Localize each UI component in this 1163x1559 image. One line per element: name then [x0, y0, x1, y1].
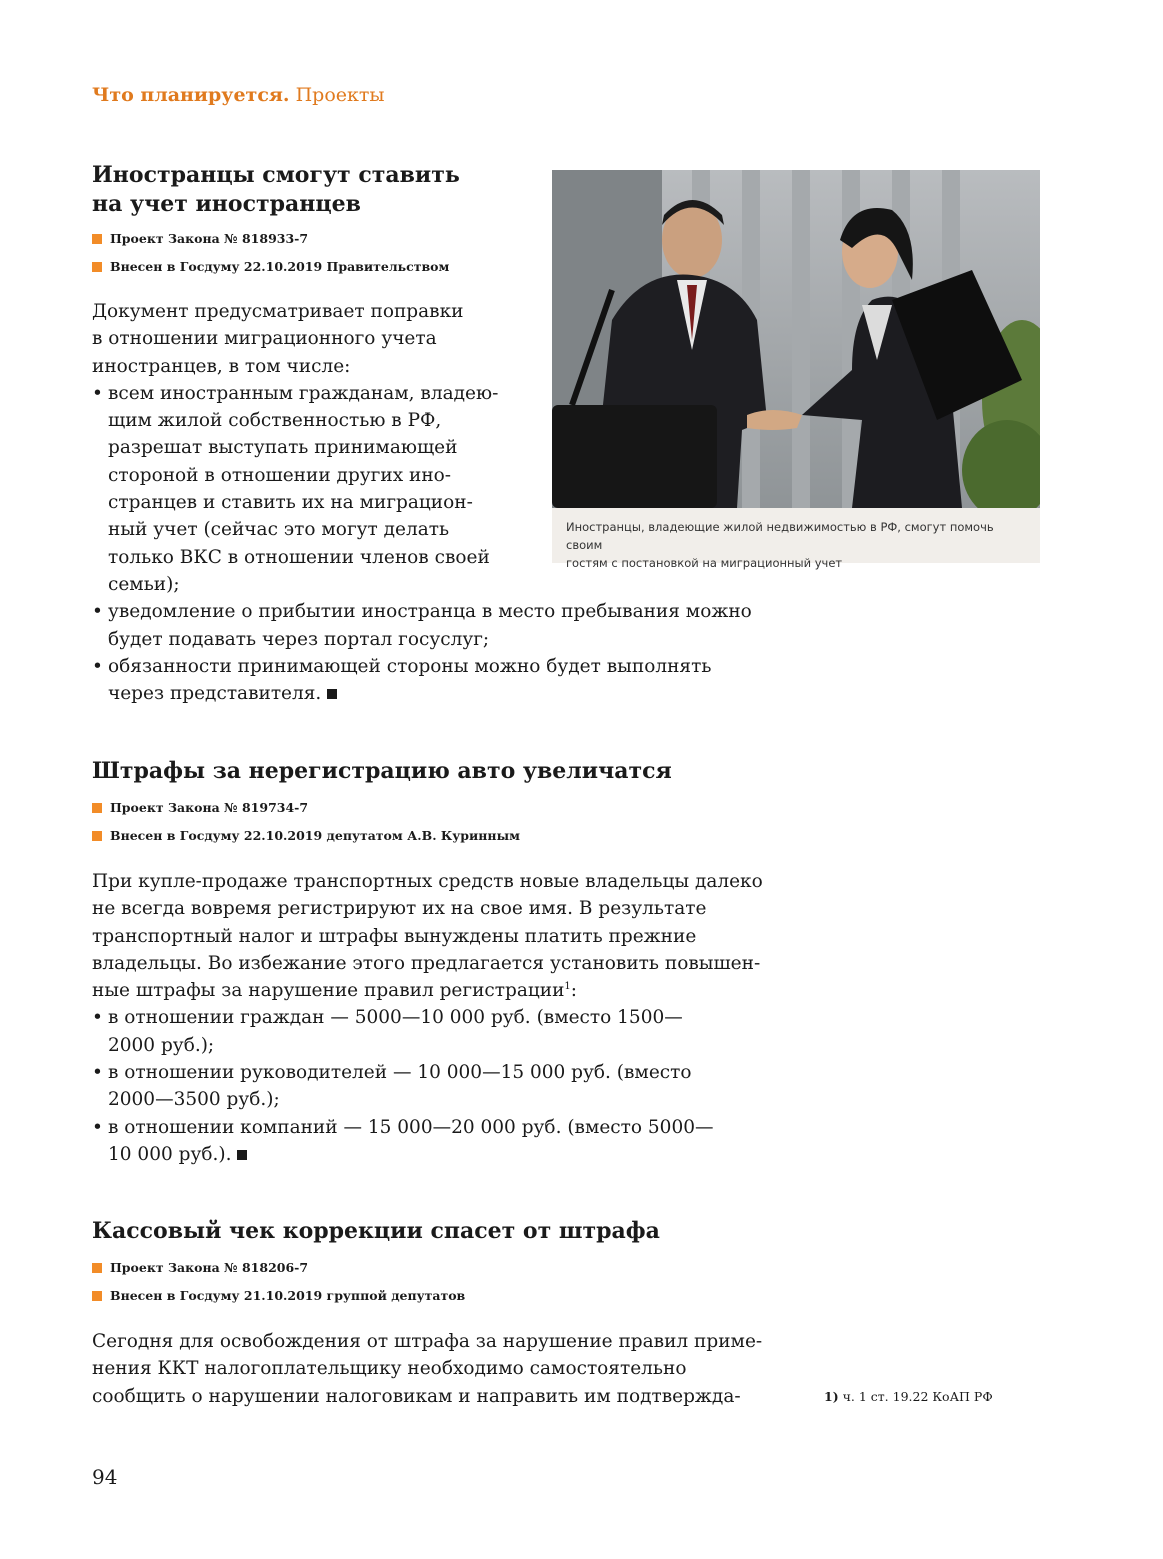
text-line: Сегодня для освобождения от штрафа за нарушение правил приме-: [92, 1331, 763, 1352]
article2-title: Штрафы за нерегистрацию авто увеличатся: [92, 758, 672, 784]
text-line: разрешат выступать принимающей: [108, 437, 458, 459]
text-line: в отношении руководителей — 10 000—15 000 руб. (вместо: [108, 1062, 692, 1084]
text-line: владельцы. Во избежание этого предлагается установить повышен-: [92, 952, 761, 974]
footnote-reference: 1: [564, 981, 571, 993]
article2-submitted: Внесен в Госдуму 22.10.2019 депутатом А.В. Куринным: [110, 828, 520, 843]
article2-body: [92, 868, 792, 1168]
text-line: нения ККТ налогоплательщику необходимо самостоятельно: [92, 1358, 687, 1380]
article1-bill-number: Проект Закона № 818933-7: [110, 231, 309, 246]
section-header-bold: Что планируется.: [92, 84, 290, 106]
handshake-photo-image: [552, 170, 1040, 508]
bullet-square-icon: [92, 831, 102, 841]
text-line: сообщить о нарушении налоговикам и направить им подтвержда-: [92, 1385, 741, 1407]
text-line: только ВКС в отношении членов своей: [108, 546, 490, 568]
text-line: через представителя.: [108, 683, 322, 705]
article3-submitted: Внесен в Госдуму 21.10.2019 группой депутатов: [110, 1288, 466, 1303]
text-line: щим жилой собственностью в РФ,: [108, 410, 442, 432]
caption-line: гостям с постановкой на миграционный учет: [566, 556, 843, 570]
text-line: транспортный налог и штрафы вынуждены платить прежние: [92, 925, 697, 947]
article3-title: Кассовый чек коррекции спасет от штрафа: [92, 1218, 660, 1244]
list-item: [92, 1059, 792, 1114]
footnote-number: 1): [824, 1389, 839, 1404]
article3-bill-number: Проект Закона № 818206-7: [110, 1260, 309, 1275]
footnote: [824, 1389, 993, 1404]
article1-title-line2: на учет иностранцев: [92, 191, 361, 217]
end-of-article-mark: [237, 1150, 247, 1160]
text-line: не всегда вовремя регистрируют их на свое имя. В результате: [92, 898, 707, 920]
text-line: семьи);: [108, 573, 180, 595]
article2-list: [92, 1004, 792, 1168]
text-line: стороной в отношении других ино-: [108, 464, 452, 486]
text-line: в отношении миграционного учета: [92, 328, 437, 350]
article3-text: [92, 1328, 792, 1410]
text-line: иностранцев, в том числе:: [92, 355, 351, 377]
photo-caption: [552, 508, 1040, 570]
handshake-photo: [552, 170, 1040, 508]
text-line: :: [570, 980, 578, 1002]
text-line: странцев и ставить их на миграцион-: [108, 492, 473, 514]
article1-title: [92, 161, 460, 219]
text-line: При купле-продаже транспортных средств новые владельцы далеко: [92, 871, 763, 892]
bullet-square-icon: [92, 1263, 102, 1273]
article2-intro: [92, 868, 792, 1004]
end-of-article-mark: [327, 689, 337, 699]
bullet-square-icon: [92, 262, 102, 272]
list-item: [92, 1004, 792, 1059]
article3-body: [92, 1328, 792, 1410]
text-line: ный учет (сейчас это могут делать: [108, 519, 450, 541]
text-line: 10 000 руб.).: [108, 1143, 232, 1165]
section-header-rest: Проекты: [295, 84, 385, 106]
text-line: 2000—3500 руб.);: [108, 1089, 280, 1111]
article2-bill-number: Проект Закона № 819734-7: [110, 800, 309, 815]
section-header: [92, 84, 385, 106]
bullet-square-icon: [92, 803, 102, 813]
article1-title-line1: Иностранцы смогут ставить: [92, 162, 460, 188]
text-line: в отношении компаний — 15 000—20 000 руб. (вместо 5000—: [108, 1116, 714, 1138]
article1-submitted: Внесен в Госдуму 22.10.2019 Правительством: [110, 259, 450, 274]
bullet-square-icon: [92, 1291, 102, 1301]
list-item: [92, 653, 792, 708]
footnote-text: ч. 1 ст. 19.22 КоАП РФ: [842, 1389, 993, 1404]
text-line: будет подавать через портал госуслуг;: [108, 628, 490, 650]
text-line: в отношении граждан — 5000—10 000 руб. (вместо 1500—: [108, 1007, 683, 1029]
bullet-square-icon: [92, 234, 102, 244]
page-number: 94: [92, 1465, 118, 1489]
article2-meta: [92, 794, 520, 850]
text-line: 2000 руб.);: [108, 1034, 215, 1056]
list-item: [92, 1114, 792, 1169]
text-line: обязанности принимающей стороны можно будет выполнять: [108, 655, 712, 677]
article1-meta: [92, 225, 449, 281]
text-line: ные штрафы за нарушение правил регистрации: [92, 980, 565, 1002]
article3-meta: [92, 1254, 465, 1310]
list-item: [92, 598, 792, 653]
text-line: Документ предусматривает поправки: [92, 301, 464, 322]
text-line: уведомление о прибытии иностранца в место пребывания можно: [108, 601, 752, 623]
caption-line: Иностранцы, владеющие жилой недвижимостью в РФ, смогут помочь своим: [566, 520, 994, 552]
text-line: всем иностранным гражданам, владею-: [108, 382, 499, 404]
